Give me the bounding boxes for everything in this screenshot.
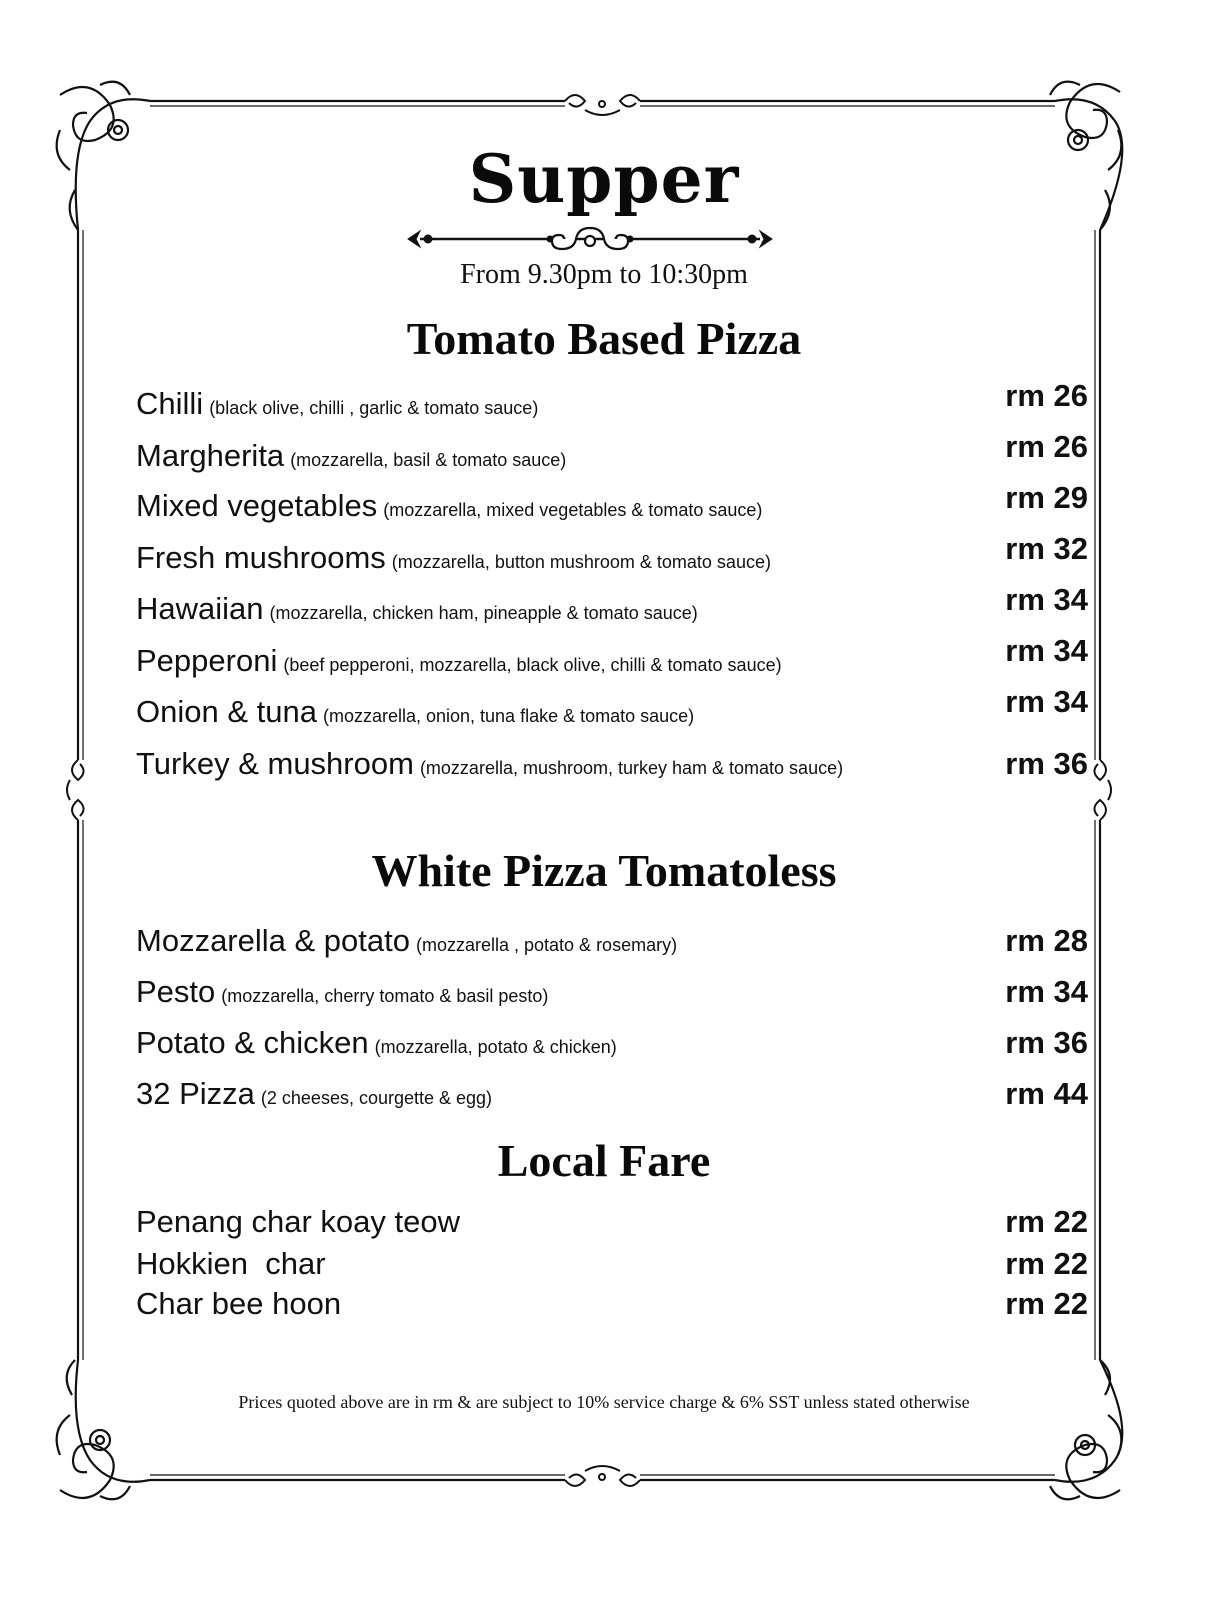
menu-item — [136, 1246, 1086, 1282]
menu-item — [136, 694, 1086, 730]
item-name: Char bee hoon — [136, 1286, 342, 1321]
item-description: (2 cheeses, courgette & egg) — [260, 1088, 493, 1108]
right-scroll-ornament — [1094, 760, 1111, 820]
item-name: 32 Pizza — [136, 1076, 255, 1111]
item-name: Mozzarella & potato — [136, 923, 410, 958]
pricing-footnote: Prices quoted above are in rm & are subject to 10% service charge & 6% SST unless stated otherwise — [238, 1392, 970, 1412]
item-description: (mozzarella, button mushroom & tomato sauce) — [391, 552, 771, 572]
item-description: (mozzarella, potato & chicken) — [374, 1037, 617, 1057]
item-price: rm 22 — [1005, 1246, 1088, 1281]
item-price: rm 34 — [1005, 974, 1088, 1009]
item-price: rm 32 — [1005, 531, 1088, 566]
item-price: rm 29 — [1005, 480, 1088, 515]
bottom-scroll-ornament — [565, 1466, 640, 1486]
item-description: (mozzarella, cherry tomato & basil pesto) — [221, 986, 549, 1006]
item-price: rm 26 — [1005, 429, 1088, 464]
corner-ornament-bottom-right — [1050, 1360, 1122, 1499]
menu-item — [136, 923, 1086, 959]
item-name: Onion & tuna — [136, 694, 317, 729]
menu-item — [136, 1204, 1086, 1240]
item-name: Margherita — [136, 438, 285, 473]
item-description: (mozzarella , potato & rosemary) — [415, 935, 678, 955]
menu-item — [136, 746, 1086, 782]
left-scroll-ornament — [67, 760, 84, 820]
menu-item — [136, 643, 1086, 679]
item-name: Hokkien char — [136, 1246, 326, 1281]
item-description: (mozzarella, mixed vegetables & tomato sauce) — [383, 500, 763, 520]
item-price: rm 36 — [1005, 746, 1088, 781]
item-name: Potato & chicken — [136, 1025, 369, 1060]
item-description: (mozzarella, mushroom, turkey ham & tomato sauce) — [419, 758, 844, 778]
item-name: Pepperoni — [136, 643, 278, 678]
top-scroll-ornament — [565, 95, 640, 115]
item-name: Hawaiian — [136, 591, 264, 626]
item-description: (beef pepperoni, mozzarella, black olive, chilli & tomato sauce) — [283, 655, 782, 675]
menu-item — [136, 1076, 1086, 1112]
item-price: rm 28 — [1005, 923, 1088, 958]
item-price: rm 22 — [1005, 1204, 1088, 1239]
section-heading-tomato-based-pizza: Tomato Based Pizza — [406, 313, 802, 364]
menu-item — [136, 591, 1086, 627]
menu-title: Supper — [468, 140, 740, 218]
menu-item — [136, 438, 1086, 474]
flourish-divider-icon — [400, 222, 780, 256]
item-price: rm 22 — [1005, 1286, 1088, 1321]
corner-ornament-bottom-left — [57, 1360, 150, 1499]
menu-item — [136, 1025, 1086, 1061]
item-name: Pesto — [136, 974, 216, 1009]
section-heading-white-pizza-tomatoless: White Pizza Tomatoless — [371, 845, 837, 896]
item-description: (black olive, chilli , garlic & tomato sauce) — [209, 398, 539, 418]
item-price: rm 44 — [1005, 1076, 1088, 1111]
menu-item — [136, 488, 1086, 524]
menu-item — [136, 974, 1086, 1010]
menu-item — [136, 540, 1086, 576]
item-name: Fresh mushrooms — [136, 540, 386, 575]
item-price: rm 34 — [1005, 633, 1088, 668]
item-name: Turkey & mushroom — [136, 746, 414, 781]
item-price: rm 26 — [1005, 378, 1088, 413]
item-description: (mozzarella, basil & tomato sauce) — [290, 450, 567, 470]
menu-item — [136, 1286, 1086, 1322]
item-price: rm 36 — [1005, 1025, 1088, 1060]
item-name: Penang char koay teow — [136, 1204, 460, 1239]
menu-item — [136, 386, 1086, 422]
item-name: Chilli — [136, 386, 204, 421]
serving-hours: From 9.30pm to 10:30pm — [460, 259, 748, 290]
item-name: Mixed vegetables — [136, 488, 378, 523]
item-price: rm 34 — [1005, 684, 1088, 719]
item-price: rm 34 — [1005, 582, 1088, 617]
section-heading-local-fare: Local Fare — [497, 1135, 711, 1186]
item-description: (mozzarella, chicken ham, pineapple & tomato sauce) — [269, 603, 698, 623]
item-description: (mozzarella, onion, tuna flake & tomato sauce) — [322, 706, 695, 726]
